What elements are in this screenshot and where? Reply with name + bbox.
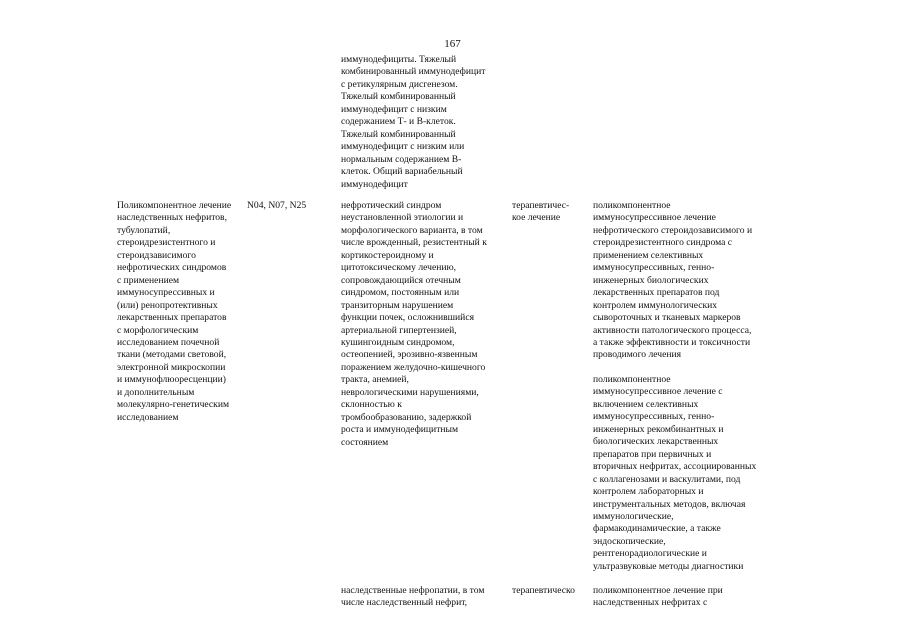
treatment-method-cell-3: поликомпонентное лечение при наследственных нефритах с [593,585,723,609]
treatment-type-cell-2: терапевтическо [512,585,575,596]
page-number: 167 [444,38,461,50]
continuation-disease-cell: иммунодефициты. Тяжелый комбинированный иммунодефицит с ретикулярным дисгенезом. Тяжелый комбинированный иммунодефицит с низким содержанием Т- и В-клеток. Тяжелый комбинированный иммунодефицит с низким или нормальным содержанием В- клеток. Общий вариабельный иммунодефицит [341,54,486,190]
treatment-method-cell-2: поликомпонентное иммуносупрессивное лечение с включением селективных иммуносупрессивных, генно- инженерных рекомбинантных и биологических лекарственных препаратов при первичных и вторичных нефритах, ассоциированных с коллагенозами и васкулитами, под контролем лабораторных и инструментальных методов, включая иммунологические, фармакодинамические, а также эндоскопические, рентгенорадиологические и ультразвуковые методы диагностики [593,374,757,572]
disease-model-cell: нефротический синдром неустановленной этиологии и морфологического варианта, в том числе врожденный, резистентный к кортикостероидному и цитотоксическому лечению, сопровождающийся отечным синдромом, постоянным или транзиторным нарушением функции почек, осложнившийся артериальной гипертензией, кушингоидным синдромом, остеопенией, эрозивно-язвенным поражением желудочно-кишечного тракта, анемией, неврологическими нарушениями, склонностью к тромбообразованию, задержкой роста и иммунодефицитным состоянием [341,200,487,448]
treatment-name-cell: Поликомпонентное лечение наследственных нефритов, тубулопатий, стероидрезистентного и стероидзависимого нефротических синдромов с применением иммуносупрессивных и (или) ренопротективных лекарственных препаратов с морфологическим исследованием почечной ткани (методами световой, электронной микроскопии и иммунофлюоресценции) и дополнительным молекулярно-генетическим исследованием [117,200,232,423]
disease-model-cell-2: наследственные нефропатии, в том числе наследственный нефрит, [341,585,485,609]
treatment-method-cell-1: поликомпонентное иммуносупрессивное лечение нефротического стероидозависимого и стероидрезистентного синдрома с применением селективных иммуносупрессивных, генно- инженерных биологических лекарственных препаратов под контролем иммунологических сывороточных и тканевых маркеров активности патологического процесса, а также эффективности и токсичности проводимого лечения [593,200,753,361]
treatment-type-cell: терапевтичес- кое лечение [512,200,570,224]
icd-codes-cell: N04, N07, N25 [247,200,307,211]
